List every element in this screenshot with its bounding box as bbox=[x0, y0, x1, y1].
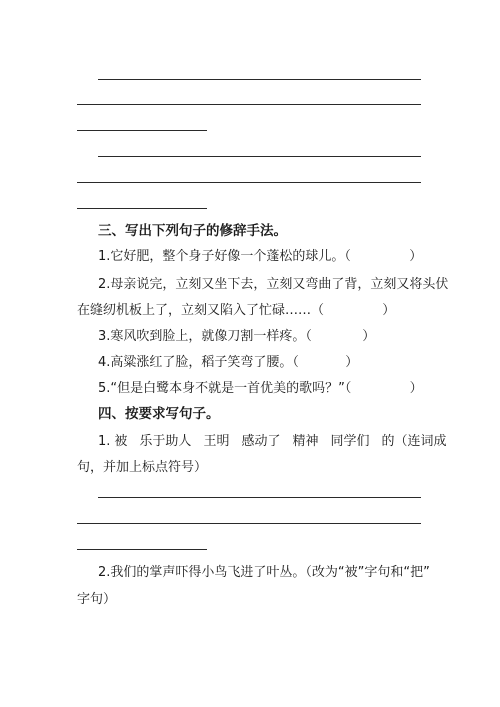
answer-line[interactable] bbox=[77, 523, 421, 524]
question-text: 2.母亲说完，立刻又坐下去，立刻又弯曲了背，立刻又将头伏 bbox=[98, 277, 449, 292]
section-heading: 三、写出下列句子的修辞手法。 bbox=[98, 223, 287, 239]
question-text: 3.寒风吹到脸上，就像刀割一样疼。（ bbox=[98, 329, 312, 344]
question-text: 在缝纫机板上了，立刻又陷入了忙碌……（ bbox=[77, 303, 325, 318]
question-text: 1.它好肥，整个身子好像一个蓬松的球儿。（ bbox=[98, 249, 351, 264]
close-paren: ） bbox=[382, 303, 396, 318]
word-chip: 精神 bbox=[292, 434, 319, 449]
word-chip: 乐于助人 bbox=[139, 434, 192, 449]
question-item bbox=[98, 248, 422, 266]
close-paren: ） bbox=[409, 381, 423, 396]
word-chip: 感动了 bbox=[241, 434, 281, 449]
word-chip: 王明 bbox=[203, 434, 230, 449]
question-item bbox=[98, 433, 447, 451]
answer-line[interactable] bbox=[77, 104, 421, 105]
question-number: 1. bbox=[98, 434, 111, 449]
instruction-text: 句，并加上标点符号） bbox=[77, 460, 208, 475]
question-item bbox=[98, 380, 423, 398]
question-text: 4.高粱涨红了脸，稻子笑弯了腰。（ bbox=[98, 355, 299, 370]
answer-line[interactable] bbox=[98, 497, 421, 498]
question-text: 5.“但是白鹭本身不就是一首优美的歌吗？”（ bbox=[98, 381, 352, 396]
question-item bbox=[98, 328, 375, 346]
answer-line[interactable] bbox=[77, 130, 207, 131]
answer-line[interactable] bbox=[77, 208, 207, 209]
word-chip: 同学们 bbox=[330, 434, 370, 449]
question-text: 字句） bbox=[77, 592, 117, 607]
close-paren: ） bbox=[409, 249, 423, 264]
close-paren: ） bbox=[362, 329, 376, 344]
word-chip: 的 bbox=[381, 434, 395, 449]
question-item bbox=[98, 354, 358, 372]
question-text: 2.我们的掌声吓得小鸟飞进了叶丛。（改为“被”字句和“把” bbox=[98, 565, 430, 580]
answer-line[interactable] bbox=[98, 156, 421, 157]
section-heading: 四、按要求写句子。 bbox=[98, 406, 220, 422]
answer-line[interactable] bbox=[98, 79, 421, 80]
close-paren: ） bbox=[345, 355, 359, 370]
instruction-text: （连词成 bbox=[394, 434, 447, 449]
answer-line[interactable] bbox=[77, 549, 207, 550]
question-item bbox=[77, 302, 395, 320]
answer-line[interactable] bbox=[77, 182, 421, 183]
word-chip: 被 bbox=[114, 434, 128, 449]
